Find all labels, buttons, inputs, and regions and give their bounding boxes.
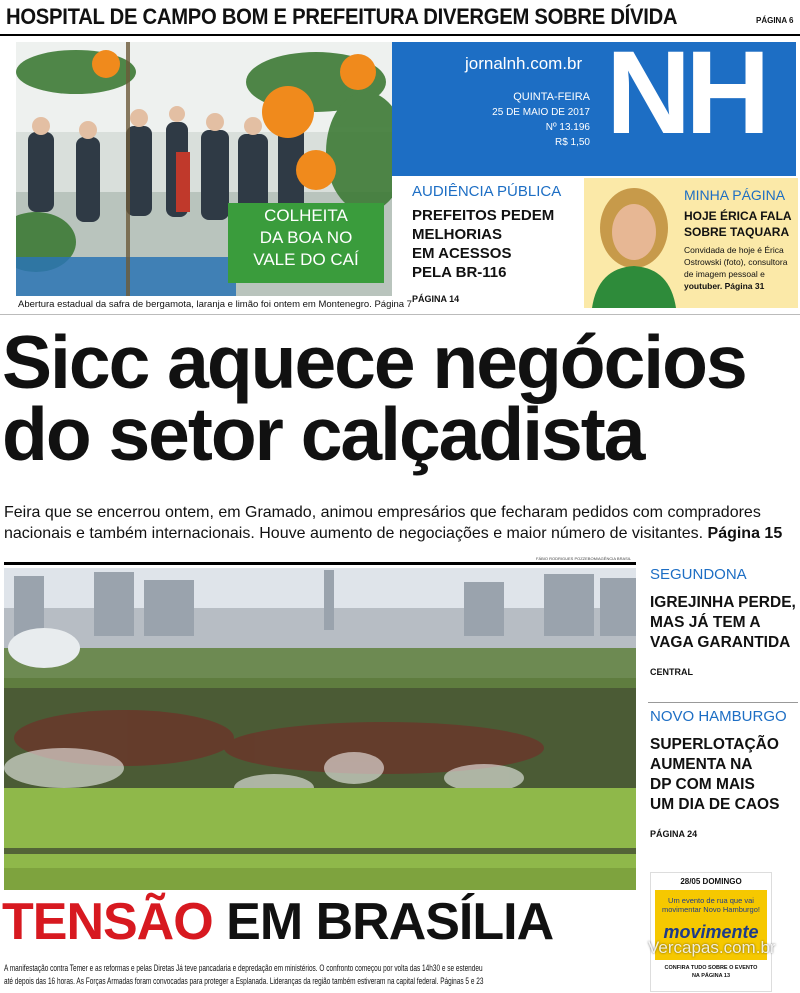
- harvest-caption[interactable]: Abertura estadual da safra de bergamota, laranja e limão foi ontem em Montenegro. Página 7: [18, 299, 412, 310]
- novo-hamburgo-line-4: UM DIA DE CAOS: [650, 796, 780, 813]
- main-headline-line-1: Sicc aquece negócios: [2, 320, 746, 404]
- minha-pagina-box[interactable]: [584, 178, 798, 308]
- big-photo-credit: FÁBIO RODRIGUES POZZEBOM/AGÊNCIA BRASIL: [536, 556, 632, 561]
- audiencia-line-4: PELA BR-116: [412, 264, 507, 281]
- tensao-caption-line-2: até depois das 16 horas. As Forças Armadas foram convocadas para proteger a Esplanada. Lideranças da região também estiveram na capital federal. Páginas 5 e 23: [4, 976, 484, 986]
- ad-brand: movimente: [663, 922, 759, 942]
- audiencia-headline: [412, 206, 580, 282]
- segundona-line-1: IGREJINHA PERDE,: [650, 594, 796, 611]
- harvest-box-line-2: DA BOA NO: [259, 228, 353, 247]
- ad-tagline-1: Um evento de rua que vai: [668, 896, 754, 905]
- minha-pagina-body-1: Convidada de hoje é Érica: [684, 245, 784, 255]
- segundona-line-2: MAS JÁ TEM A: [650, 614, 761, 631]
- main-deck[interactable]: [4, 502, 800, 544]
- segundona-label: SEGUNDONA: [650, 566, 747, 583]
- tensao-caption-line-1: A manifestação contra Temer e as reformas e pelas Diretas Já teve pancadaria e depredação em ministérios. O confronto começou por volta das 14h30 e se estendeu: [4, 963, 483, 973]
- novo-hamburgo-line-2: AUMENTA NA: [650, 756, 753, 773]
- weekday: QUINTA-FEIRA: [513, 91, 590, 103]
- brasilia-protest-photo[interactable]: [4, 568, 636, 890]
- brasilia-protest-illustration: [4, 568, 636, 890]
- side-divider: [648, 702, 798, 703]
- audiencia-page: PÁGINA 14: [412, 294, 460, 304]
- ad-date: 28/05 DOMINGO: [680, 877, 742, 886]
- minha-pagina-headline: [684, 208, 796, 240]
- audiencia-line-2: MELHORIAS: [412, 226, 502, 243]
- segundona-teaser[interactable]: [650, 566, 798, 677]
- nh-logo[interactable]: NH: [606, 27, 765, 159]
- tensao-headline[interactable]: [2, 894, 553, 950]
- minha-pagina-body-2: Ostrowski (foto), consultora: [684, 257, 788, 267]
- price: R$ 1,50: [554, 137, 590, 148]
- novo-hamburgo-headline: [650, 735, 800, 815]
- harvest-box[interactable]: [228, 203, 384, 283]
- ad-tagline: [655, 890, 767, 914]
- main-deck-page: Página 15: [707, 525, 783, 542]
- harvest-box-line-3: VALE DO CAÍ: [253, 250, 359, 269]
- audiencia-line-3: EM ACESSOS: [412, 245, 512, 262]
- site-url[interactable]: jornalnh.com.br: [465, 54, 583, 73]
- audiencia-label: AUDIÊNCIA PÚBLICA: [412, 183, 562, 200]
- novo-hamburgo-line-1: SUPERLOTAÇÃO: [650, 736, 779, 753]
- novo-hamburgo-teaser[interactable]: [650, 708, 800, 839]
- ad-tagline-2: movimentar Novo Hamburgo!: [662, 905, 760, 914]
- movimente-ad[interactable]: [650, 872, 772, 992]
- minha-pagina-text: [684, 186, 796, 292]
- top-headline[interactable]: HOSPITAL DE CAMPO BOM E PREFEITURA DIVERGEM SOBRE DÍVIDA: [6, 4, 678, 29]
- harvest-box-line-1: COLHEITA: [264, 206, 348, 225]
- watermark: Vercapas.com.br: [648, 938, 776, 957]
- segundona-headline: [650, 593, 798, 653]
- novo-hamburgo-label: NOVO HAMBURGO: [650, 708, 787, 725]
- photo-top-rule: [4, 562, 636, 565]
- ad-footer: [651, 964, 771, 980]
- segundona-line-3: VAGA GARANTIDA: [650, 634, 791, 651]
- ad-footer-1: CONFIRA TUDO SOBRE O EVENTO: [664, 965, 758, 971]
- minha-pagina-body: [684, 244, 796, 292]
- minha-pagina-headline-2: SOBRE TAQUARA: [684, 225, 790, 239]
- issue-number: Nº 13.196: [545, 122, 590, 133]
- erica-portrait: [588, 182, 680, 308]
- tensao-caption[interactable]: [4, 962, 644, 988]
- minha-pagina-body-3: de imagem pessoal e: [684, 269, 765, 279]
- ad-footer-2: NA PÁGINA 13: [691, 973, 731, 979]
- novo-hamburgo-page: PÁGINA 24: [650, 829, 698, 839]
- minha-pagina-label: MINHA PÁGINA: [684, 187, 786, 203]
- main-headline-line-2: do setor calçadista: [2, 392, 644, 476]
- minha-pagina-body-4: youtuber. Página 31: [684, 281, 765, 291]
- date: 25 DE MAIO DE 2017: [492, 107, 590, 118]
- issue-info: [452, 90, 590, 150]
- segundona-page: CENTRAL: [650, 667, 693, 677]
- audiencia-teaser[interactable]: [412, 182, 580, 304]
- main-deck-line-1: Feira que se encerrou ontem, em Gramado, animou empresários que fecharam pedidos com compradores: [4, 504, 761, 521]
- audiencia-line-1: PREFEITOS PEDEM: [412, 207, 555, 224]
- main-headline[interactable]: [2, 320, 746, 476]
- top-headline-page: PÁGINA 6: [756, 16, 794, 25]
- main-deck-line-2: [4, 523, 800, 544]
- section-divider: [0, 314, 800, 315]
- tensao-word-black: EM BRASÍLIA: [226, 893, 554, 951]
- novo-hamburgo-line-3: DP COM MAIS: [650, 776, 755, 793]
- main-deck-line-2-text: nacionais e também internacionais. Houve aumento de negociações e maior número de visitantes.: [4, 525, 704, 542]
- tensao-word-red: TENSÃO: [2, 893, 213, 951]
- minha-pagina-headline-1: HOJE ÉRICA FALA: [684, 209, 792, 223]
